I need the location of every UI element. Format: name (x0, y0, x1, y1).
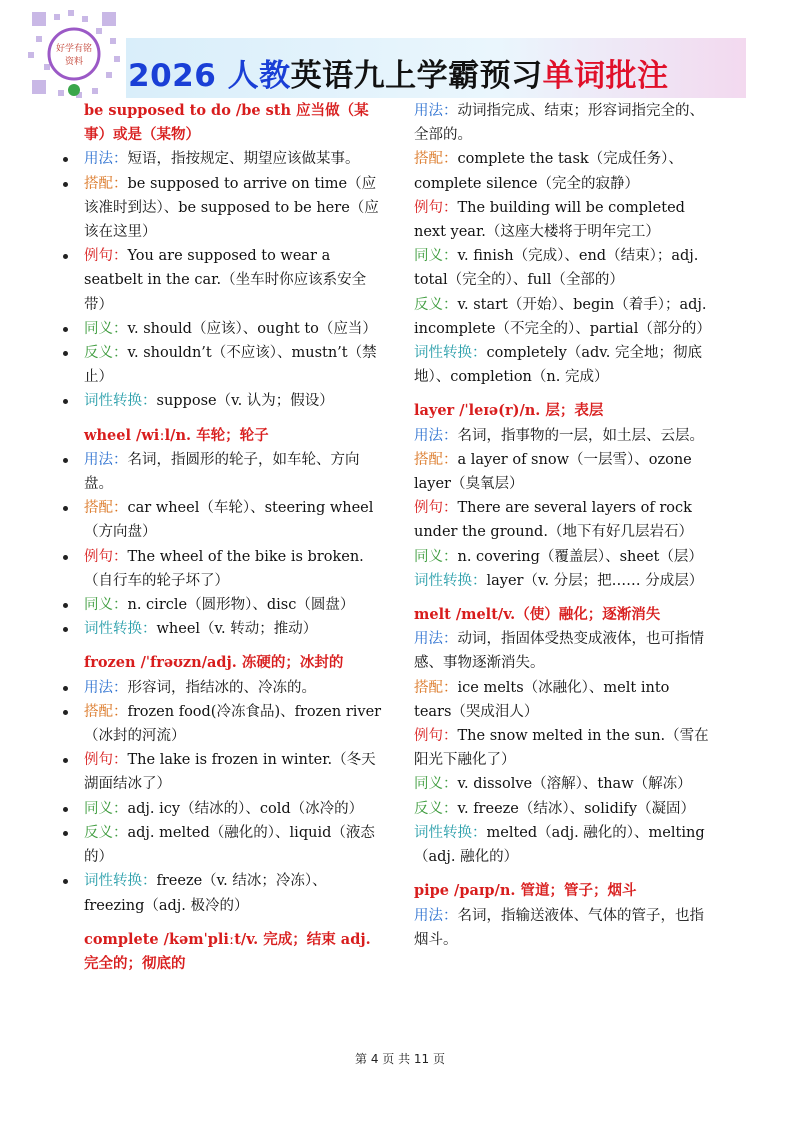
usage-text: 名词，指事物的一层，如土层、云层。 (457, 427, 704, 444)
synonym-label: 同义： (84, 320, 128, 337)
usage-label: 用法： (84, 151, 128, 168)
usage-item (84, 676, 384, 700)
collocation-label: 搭配： (414, 151, 458, 168)
usage-text: 动词指完成、结束；形容词指完全的、全部的。 (414, 103, 704, 144)
conversion-item (414, 341, 710, 389)
example-item (84, 748, 384, 796)
entry-headword: melt /melt/v.（使）融化；逐渐消失 (414, 606, 661, 624)
usage-label: 用法： (414, 631, 458, 648)
usage-item (414, 424, 710, 448)
entry-pipe (414, 879, 710, 952)
example-text: There are several layers of rock under the ground.（地下有好几层岩石） (414, 500, 693, 541)
entry-headword: layer /ˈleɪə(r)/n. 层；表层 (414, 402, 604, 420)
synonym-text: v. dissolve（溶解）、thaw（解冻） (457, 776, 692, 793)
example-text: The lake is frozen in winter.（冬天湖面结冰了） (84, 752, 376, 793)
antonym-item (84, 821, 384, 869)
entry-frozen (84, 651, 384, 917)
example-item (414, 496, 710, 544)
collocation-text: frozen food(冷冻食品)、frozen river（冰封的河流） (84, 703, 382, 745)
usage-item (414, 627, 710, 675)
collocation-label: 搭配： (84, 500, 128, 517)
synonym-text: v. should（应该）、ought to（应当） (127, 320, 377, 337)
entry-headword: be supposed to do /be sth 应当做（某事）或是（某物） (84, 102, 369, 144)
antonym-text: adj. melted（融化的）、liquid（液态的） (84, 824, 375, 866)
example-item (84, 244, 384, 317)
collocation-label: 搭配： (84, 175, 128, 192)
antonym-label: 反义： (84, 824, 128, 841)
antonym-text: v. freeze（结冰）、solidify（凝固） (457, 800, 696, 817)
example-text: The wheel of the bike is broken.（自行车的轮子坏了） (84, 548, 364, 589)
synonym-text: adj. icy（结冰的）、cold（冰冷的） (127, 800, 364, 817)
collocation-item (414, 676, 710, 724)
antonym-item (84, 341, 384, 389)
usage-text: 名词，指输送液体、气体的管子，也指烟斗。 (414, 907, 704, 948)
title-main: 英语九上学霸预习 (290, 58, 543, 94)
usage-text: 短语，指按规定、期望应该做某事。 (127, 151, 360, 168)
synonym-item (84, 797, 384, 821)
usage-item (84, 147, 384, 171)
antonym-text: v. shouldn’t（不应该）、mustn’t（禁止） (84, 345, 377, 386)
title-publisher: 人教 (227, 58, 291, 94)
collocation-label: 搭配： (414, 679, 458, 696)
usage-item (414, 904, 710, 952)
usage-item (414, 99, 710, 147)
example-text: The snow melted in the sun.（雪在阳光下融化了） (414, 728, 709, 769)
page-number: 第 4 页 共 11 页 (355, 1052, 445, 1066)
collocation-text: a layer of snow（一层雪）、ozone layer（臭氧层） (414, 451, 692, 493)
example-label: 例句： (84, 548, 128, 565)
entry-complete (84, 928, 384, 976)
entry-wheel (84, 424, 384, 642)
usage-label: 用法： (414, 907, 458, 924)
logo (24, 6, 124, 102)
usage-text: 名词，指圆形的轮子，如车轮、方向盘。 (84, 451, 360, 493)
conversion-item (84, 869, 384, 917)
title-accent: 单词批注 (542, 58, 669, 94)
collocation-item (84, 496, 384, 544)
collocation-item (84, 172, 384, 245)
page-title (128, 50, 669, 95)
conversion-label: 词性转换： (414, 572, 487, 589)
usage-label: 用法： (84, 451, 128, 468)
usage-item (84, 448, 384, 496)
collocation-text: complete the task（完成任务）、complete silence（完全的寂静） (414, 151, 683, 192)
collocation-text: ice melts（冰融化）、melt into tears（哭成泪人） (414, 679, 670, 720)
collocation-label: 搭配： (84, 703, 128, 720)
collocation-item (414, 448, 710, 496)
example-item (84, 545, 384, 593)
synonym-item (414, 244, 710, 292)
left-column (84, 99, 384, 986)
antonym-label: 反义： (414, 296, 458, 313)
antonym-item (414, 293, 710, 341)
synonym-item (84, 317, 384, 341)
antonym-item (414, 797, 710, 821)
example-label: 例句： (414, 199, 458, 216)
synonym-text: n. covering（覆盖层）、sheet（层） (457, 548, 703, 565)
synonym-text: n. circle（圆形物）、disc（圆盘） (127, 597, 355, 614)
example-text: You are supposed to wear a seatbelt in the car.（坐车时你应该系安全带） (84, 248, 367, 313)
collocation-text: car wheel（车轮）、steering wheel（方向盘） (84, 500, 374, 541)
logo-text-1: 好学有铭 (55, 44, 93, 54)
conversion-item (84, 617, 384, 641)
qr-code-logo-icon (24, 6, 124, 102)
entry-details (84, 147, 384, 413)
synonym-item (84, 593, 384, 617)
antonym-label: 反义： (414, 800, 458, 817)
conversion-text: wheel（v. 转动；推动） (156, 621, 318, 638)
usage-label: 用法： (414, 103, 458, 119)
entry-details (84, 448, 384, 642)
conversion-label: 词性转换： (84, 873, 157, 890)
synonym-item (414, 545, 710, 569)
entry-headword: wheel /wiːl/n. 车轮；轮子 (84, 426, 269, 444)
entry-complete-continued (414, 99, 710, 389)
entry-headword: pipe /paɪp/n. 管道；管子；烟斗 (414, 882, 637, 900)
synonym-label: 同义： (414, 776, 458, 793)
entry-details (84, 676, 384, 918)
collocation-item (414, 147, 710, 195)
synonym-label: 同义： (414, 248, 458, 265)
synonym-label: 同义： (84, 597, 128, 614)
title-year: 2026 (128, 58, 228, 94)
synonym-item (414, 772, 710, 796)
example-text: The building will be completed next year.（这座大楼将于明年完工） (414, 199, 685, 241)
conversion-item (414, 821, 710, 869)
conversion-item (414, 569, 710, 593)
antonym-text: v. start（开始）、begin（着手）；adj. incomplete（不完全的）、partial（部分的） (414, 296, 711, 337)
conversion-label: 词性转换： (84, 621, 157, 638)
example-label: 例句： (84, 248, 128, 265)
example-item (414, 724, 710, 772)
entry-melt (414, 603, 710, 869)
entry-headword: complete /kəmˈpliːt/v. 完成；结束 adj. 完全的；彻底的 (84, 930, 371, 972)
synonym-label: 同义： (414, 548, 458, 565)
collocation-text: be supposed to arrive on time（应该准时到达）、be supposed to be here（应该在这里） (84, 175, 379, 241)
usage-label: 用法： (84, 679, 128, 696)
antonym-label: 反义： (84, 345, 128, 362)
entry-headword: frozen /ˈfrəʊzn/adj. 冻硬的；冰封的 (84, 654, 344, 672)
conversion-text: suppose（v. 认为；假设） (156, 393, 334, 410)
usage-text: 形容词，指结冰的、冷冻的。 (127, 679, 316, 696)
conversion-text: completely（adv. 完全地；彻底地）、completion（n. 完成） (414, 345, 702, 386)
usage-label: 用法： (414, 427, 458, 444)
entry-layer (414, 399, 710, 593)
entry-be-supposed-to (84, 99, 384, 414)
conversion-label: 词性转换： (414, 824, 487, 841)
conversion-text: freeze（v. 结冰；冷冻）、freezing（adj. 极冷的） (84, 873, 327, 914)
example-label: 例句： (84, 752, 128, 769)
example-label: 例句： (414, 500, 458, 517)
conversion-label: 词性转换： (414, 345, 487, 362)
conversion-text: melted（adj. 融化的）、melting（adj. 融化的） (414, 824, 705, 866)
conversion-label: 词性转换： (84, 393, 157, 410)
usage-text: 动词，指固体受热变成液体，也可指情感、事物逐渐消失。 (414, 631, 704, 672)
conversion-text: layer（v. 分层；把…… 分成层） (486, 572, 704, 589)
logo-text-2: 资料 (64, 57, 84, 67)
right-column (414, 99, 710, 962)
conversion-item (84, 389, 384, 413)
synonym-label: 同义： (84, 800, 128, 817)
collocation-item (84, 700, 384, 748)
example-item (414, 196, 710, 244)
synonym-text: v. finish（完成）、end（结束）；adj. total（完全的）、full（全部的） (414, 248, 699, 289)
example-label: 例句： (414, 728, 458, 745)
collocation-label: 搭配： (414, 451, 458, 468)
